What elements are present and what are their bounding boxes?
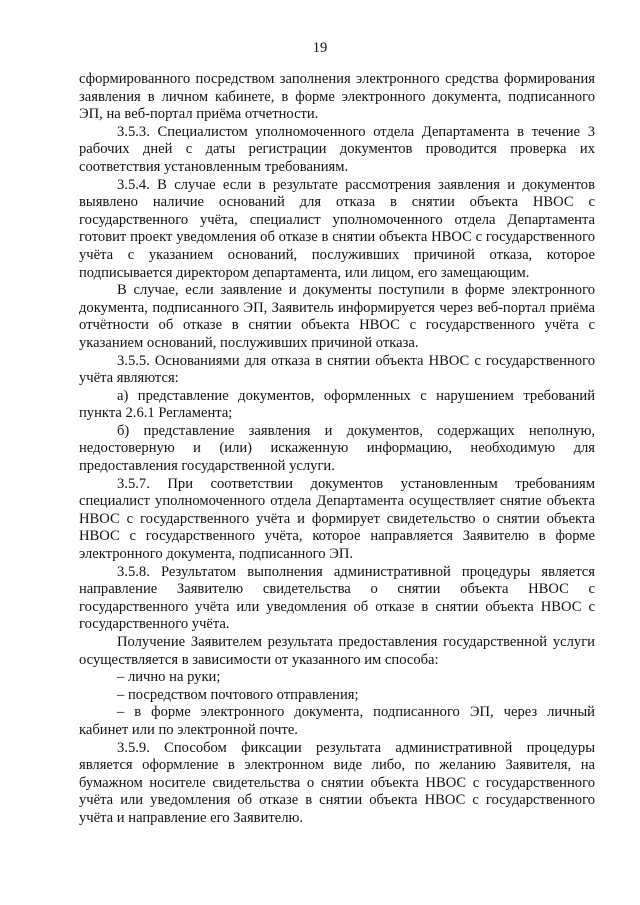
- paragraph-3-5-5: 3.5.5. Основаниями для отказа в снятии объекта НВОС с государственного учёта являются:: [79, 352, 595, 387]
- paragraph-3-5-8: 3.5.8. Результатом выполнения административной процедуры является направление Заявителю свидетельства о снятии объекта НВОС с государственного учёта или уведомления об отказе в снятии объекта НВОС с государственного учёта.: [79, 563, 595, 633]
- paragraph-receipt: Получение Заявителем результата предоставления государственной услуги осуществляется в зависимости от указанного им способа:: [79, 634, 595, 668]
- dash-item-electronic: – в форме электронного документа, подписанного ЭП, через личный кабинет или по электронной почте.: [79, 704, 595, 738]
- list-item-a: а) представление документов, оформленных с нарушением требований пункта 2.6.1 Регламента;: [79, 387, 595, 422]
- paragraph-3-5-4: 3.5.4. В случае если в результате рассмотрения заявления и документов выявлено наличие оснований для отказа в снятии объекта НВОС с государственного учёта, специалист уполномоченного отдела Департамента готовит проект уведомления об отказе в снятии объекта НВОС с государственного учёта с указанием оснований, послуживших причиной отказа, которое подписывается директором департамента, или лицом, его замещающим.: [79, 176, 595, 281]
- paragraph-3-5-9: 3.5.9. Способом фиксации результата административной процедуры является оформление в электронном виде либо, по желанию Заявителя, на бумажном носителе свидетельства о снятии объекта НВОС с государственного учёта или уведомления об отказе в снятии объекта НВОС с государственного учёта и направление его Заявителю.: [79, 739, 595, 826]
- paragraph-electronic-notice: В случае, если заявление и документы поступили в форме электронного документа, подписанного ЭП, Заявитель информируется через веб-портал приёма отчётности об отказе в снятии объекта НВОС с государственного учёта с указанием оснований, послуживших причиной отказа.: [79, 282, 595, 351]
- document-body: [79, 71, 595, 828]
- paragraph-3-5-3: 3.5.3. Специалистом уполномоченного отдела Департамента в течение 3 рабочих дней с даты регистрации документов проводится проверка их соответствия установленным требованиям.: [79, 123, 595, 175]
- page-number: 19: [312, 40, 328, 56]
- list-item-b: б) представление заявления и документов, содержащих неполную, недостоверную и (или) искаженную информацию, необходимую для предоставления государственной услуги.: [79, 422, 595, 475]
- paragraph-3-5-7: 3.5.7. При соответствии документов установленным требованиям специалист уполномоченного отдела Департамента осуществляет снятие объекта НВОС с государственного учёта и формирует свидетельство о снятии объекта НВОС с государственного учёта, которое направляется Заявителю в форме электронного документа, подписанного ЭП.: [79, 475, 595, 563]
- dash-item-post: – посредством почтового отправления;: [117, 686, 359, 703]
- dash-item-in-person: – лично на руки;: [117, 669, 221, 686]
- paragraph-continuation: сформированного посредством заполнения электронного средства формирования заявления в личном кабинете, в форме электронного документа, подписанного ЭП, на веб-портал приёма отчетности.: [79, 71, 595, 123]
